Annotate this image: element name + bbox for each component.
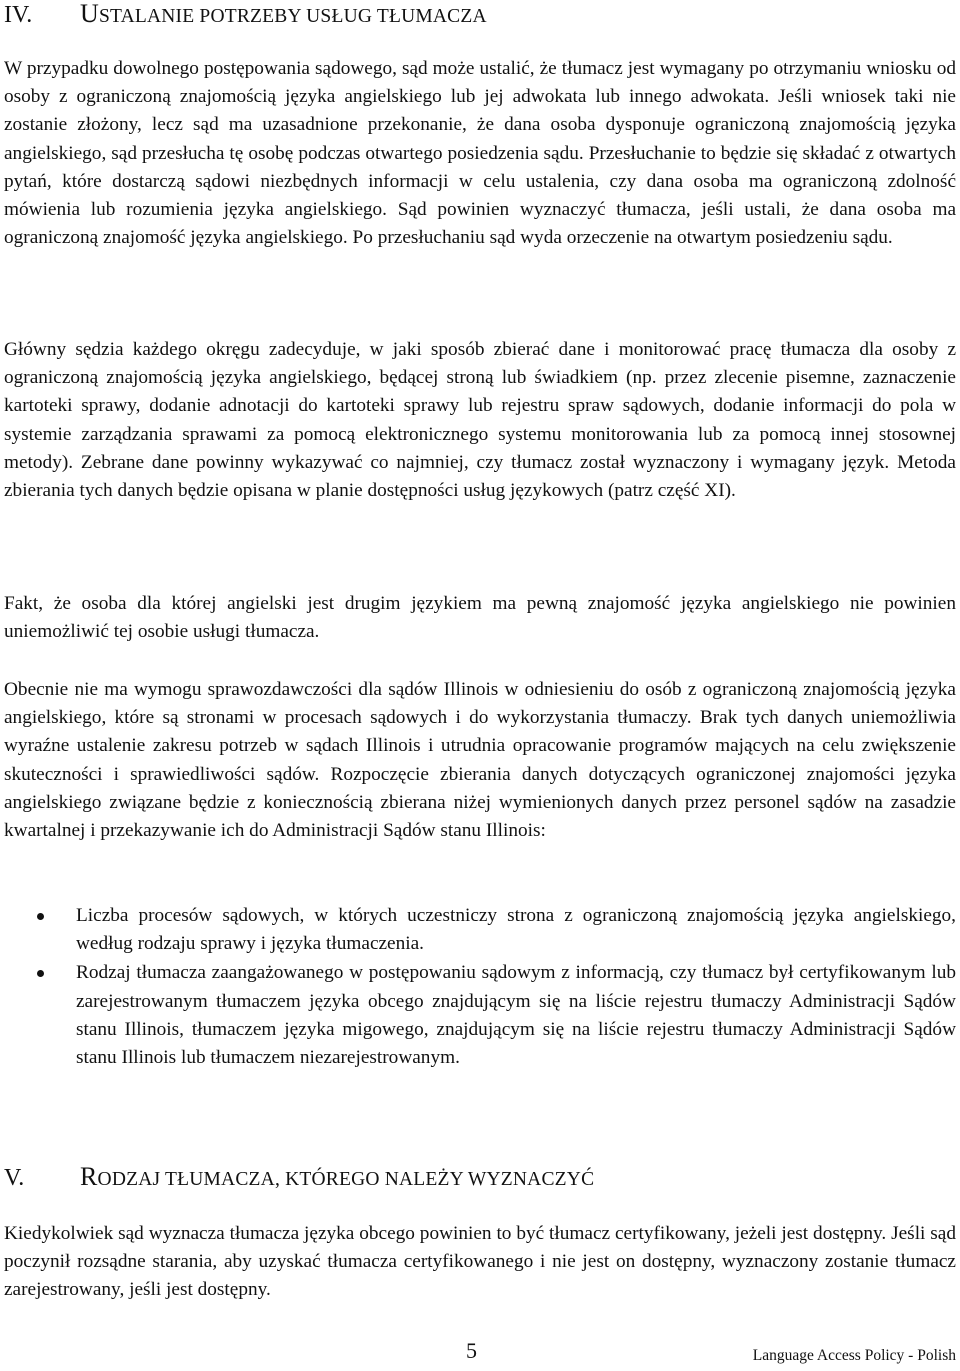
section-5-heading <box>4 1163 594 1194</box>
section-4-title <box>80 0 487 31</box>
section-4-number: IV. <box>4 2 33 28</box>
bullet-icon <box>37 970 44 977</box>
list-item <box>4 902 956 958</box>
data-collection-list <box>4 902 956 1072</box>
bullet-icon <box>37 913 44 920</box>
section-5-title-initial: R <box>80 1162 98 1191</box>
paragraph-chief-judge-data: Główny sędzia każdego okręgu zadecyduje, w jaki sposób zbierać dane i monitorować pracę tłumacza dla osoby z ograniczoną znajomością języka angielskiego, będącej stroną lub świadkiem (np. przez zlecenie pisemne, zaznaczenie kartoteki sprawy, dodanie adnotacji do kartoteki sprawy lub rejestru spraw sądowych, dodanie informacji do pola w systemie zarządzania sprawami za pomocą elektronicznego systemu monitorowania lub za pomocą innej stosownej metody). Zebrane dane powinny wykazywać co najmniej, czy tłumacz został wyznaczony i wymagany język. Metoda zbierania tych danych będzie opisana w planie dostępności usług językowych (patrz część XI). <box>4 339 956 502</box>
list-item-text: Rodzaj tłumacza zaangażowanego w postępowaniu sądowym z informacją, czy tłumacz był certyfikowanym lub zarejestrowanym tłumaczem języka obcego znajdującym się na liście rejestru tłumaczy Administracji Sądów stanu Illinois, tłumaczem języka migowego, znajdującym się na liście rejestru tłumaczy Administracji Sądów stanu Illinois lub tłumaczem niezarejestrowanym. <box>76 962 956 1069</box>
page-footer <box>0 1338 956 1368</box>
section-4-heading <box>4 0 487 31</box>
section-5-title-rest: ODZAJ TŁUMACZA, KTÓREGO NALEŻY WYZNACZYĆ <box>97 1169 595 1190</box>
list-item <box>4 959 956 1072</box>
paragraph-reporting-requirement: Obecnie nie ma wymogu sprawozdawczości dla sądów Illinois w odniesieniu do osób z ograniczoną znajomością języka angielskiego, które są stronami w procesach sądowych i do wykorzystania tłumaczy. Brak tych danych uniemożliwia wyraźne ustalenie zakresu potrzeb w sądach Illinois i utrudnia opracowanie programów mających na celu zwiększenie skuteczności i sprawiedliwości sądów. Rozpoczęcie zbierania danych dotyczących ograniczonej znajomości języka angielskiego związane będzie z koniecznością zbierana niżej wymienionych danych przez personel sądów na zasadzie kwartalnej i przekazywanie ich do Administracji Sądów stanu Illinois: <box>4 679 956 842</box>
paragraph-second-language: Fakt, że osoba dla której angielski jest drugim językiem ma pewną znajomość języka angielskiego nie powinien uniemożliwić tej osobie usługi tłumacza. <box>4 593 956 643</box>
paragraph-interpreter-type: Kiedykolwiek sąd wyznacza tłumacza języka obcego powinien to być tłumacz certyfikowany, jeżeli jest dostępny. Jeśli sąd poczynił rozsądne starania, aby uzyskać tłumacza certyfikowanego i nie jest on dostępny, wyznaczony zostanie tłumacz zarejestrowany, jeśli jest dostępny. <box>4 1223 956 1301</box>
list-item-text: Liczba procesów sądowych, w których uczestniczy strona z ograniczoną znajomością języka angielskiego, według rodzaju sprawy i języka tłumaczenia. <box>76 905 956 955</box>
section-5-number: V. <box>4 1165 25 1191</box>
footer-document-title: Language Access Policy - Polish <box>752 1347 956 1364</box>
section-5-title <box>80 1163 594 1194</box>
page-number: 5 <box>466 1338 477 1363</box>
section-4-title-rest: STALANIE POTRZEBY USŁUG TŁUMACZA <box>98 6 487 27</box>
section-4-title-initial: U <box>80 0 99 28</box>
paragraph-interpreter-need: W przypadku dowolnego postępowania sądowego, sąd może ustalić, że tłumacz jest wymagany po otrzymaniu wniosku od osoby z ograniczoną znajomością języka angielskiego lub jej adwokata lub innego adwokata. Jeśli wniosek taki nie zostanie złożony, lecz sąd ma uzasadnione przekonanie, że dana osoba dysponuje ograniczoną znajomością języka angielskiego, sąd przesłucha tę osobę podczas otwartego posiedzenia sądu. Przesłuchanie to będzie się składać z otwartych pytań, które dostarczą sądowi niezbędnych informacji w celu ustalenia, czy dana osoba ma ograniczoną zdolność mówienia lub rozumienia języka angielskiego. Sąd powinien wyznaczyć tłumacza, jeśli ustali, że dana osoba ma ograniczoną znajomość języka angielskiego. Po przesłuchaniu sąd wyda orzeczenie na otwartym posiedzeniu sądu. <box>4 58 956 249</box>
